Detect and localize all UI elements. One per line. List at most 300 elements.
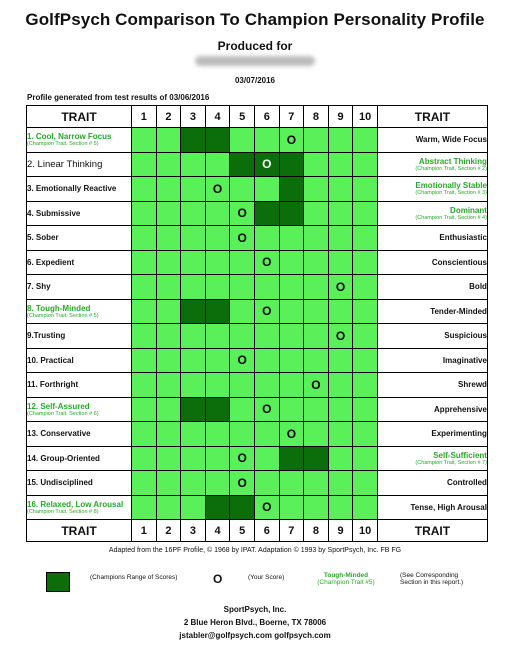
right-trait-name: Abstract Thinking <box>418 156 487 166</box>
score-cell <box>279 250 304 275</box>
champion-range-cell <box>230 152 255 177</box>
score-cell <box>181 373 206 398</box>
trait-row <box>27 201 488 226</box>
score-cell <box>181 324 206 349</box>
champion-range-cell <box>279 152 304 177</box>
score-cell <box>230 397 255 422</box>
score-cell <box>328 275 353 300</box>
score-cell <box>181 275 206 300</box>
score-cell <box>279 397 304 422</box>
score-cell <box>132 471 157 496</box>
score-cell <box>304 471 329 496</box>
score-cell <box>132 299 157 324</box>
score-cell <box>181 177 206 202</box>
your-score-marker: O <box>262 304 272 319</box>
score-cell <box>230 275 255 300</box>
champion-range-cell <box>205 397 230 422</box>
score-cell <box>156 397 181 422</box>
score-cell <box>328 495 353 520</box>
top-scale-6: 6 <box>254 106 279 128</box>
score-cell <box>132 348 157 373</box>
score-cell <box>304 373 329 398</box>
score-cell <box>156 348 181 373</box>
score-cell <box>279 422 304 447</box>
score-cell <box>328 348 353 373</box>
score-cell <box>181 348 206 373</box>
right-trait-note: (Champion Trait, Section # 7) <box>415 459 487 466</box>
bottom-scale-7: 7 <box>279 520 304 542</box>
right-trait-cell <box>377 495 487 520</box>
score-cell <box>304 128 329 153</box>
right-trait-name: Imaginative <box>442 355 487 365</box>
your-score-marker: O <box>237 230 247 245</box>
score-cell <box>156 250 181 275</box>
left-trait-name: 10. Practical <box>27 355 74 365</box>
legend-see-note <box>400 572 463 586</box>
left-trait-cell <box>27 324 132 349</box>
left-trait-cell <box>27 152 132 177</box>
bottom-trait-header-right: TRAIT <box>377 520 487 542</box>
left-trait-name: 13. Conservative <box>27 429 91 439</box>
score-cell <box>230 201 255 226</box>
score-cell <box>304 324 329 349</box>
your-score-marker: O <box>237 451 247 466</box>
footer-header-row <box>27 520 488 542</box>
left-trait-name: 16. Relaxed, Low Arousal <box>27 499 124 509</box>
right-trait-name: Experimenting <box>431 429 487 439</box>
score-cell <box>353 373 378 398</box>
left-trait-cell <box>27 250 132 275</box>
right-trait-name: Apprehensive <box>434 404 487 414</box>
score-cell <box>279 373 304 398</box>
bottom-scale-10: 10 <box>353 520 378 542</box>
left-trait-cell <box>27 177 132 202</box>
trait-row <box>27 128 488 153</box>
right-trait-cell <box>377 348 487 373</box>
score-cell <box>254 128 279 153</box>
score-cell <box>328 250 353 275</box>
left-trait-name: 11. Forthright <box>27 380 79 390</box>
redacted-name <box>195 56 315 66</box>
score-cell <box>353 177 378 202</box>
champion-range-cell <box>279 201 304 226</box>
left-trait-cell <box>27 446 132 471</box>
legend-example-trait-name: Tough-Minded <box>323 572 369 579</box>
your-score-marker: O <box>262 157 272 172</box>
champion-range-cell <box>205 299 230 324</box>
right-trait-cell <box>377 275 487 300</box>
score-cell <box>132 324 157 349</box>
score-cell <box>205 324 230 349</box>
score-cell <box>181 446 206 471</box>
champion-range-cell <box>254 152 279 177</box>
your-score-marker: O <box>237 206 247 221</box>
left-trait-cell <box>27 495 132 520</box>
score-cell <box>205 226 230 251</box>
champion-range-cell <box>279 446 304 471</box>
score-cell <box>205 446 230 471</box>
score-cell <box>279 226 304 251</box>
score-cell <box>132 226 157 251</box>
score-cell <box>353 324 378 349</box>
score-cell <box>156 446 181 471</box>
left-trait-cell <box>27 397 132 422</box>
score-cell <box>156 177 181 202</box>
left-trait-note: (Champion Trait, Section # 5) <box>27 312 99 319</box>
score-cell <box>156 128 181 153</box>
score-cell <box>132 152 157 177</box>
champion-range-cell <box>181 128 206 153</box>
trait-row <box>27 177 488 202</box>
left-trait-name: 2. Linear Thinking <box>27 158 103 170</box>
legend-range-label: (Champions Range of Scores) <box>90 574 178 581</box>
left-trait-cell <box>27 299 132 324</box>
left-trait-name: 9.Trusting <box>27 331 66 341</box>
trait-row <box>27 226 488 251</box>
bottom-trait-header-left: TRAIT <box>27 520 132 542</box>
left-trait-cell <box>27 128 132 153</box>
legend-score-label: (Your Score) <box>248 574 285 581</box>
left-trait-name: 6. Expedient <box>27 257 75 267</box>
score-cell <box>156 275 181 300</box>
left-trait-note: (Champion Trait, Section # 8) <box>27 508 99 515</box>
score-cell <box>132 495 157 520</box>
left-trait-cell <box>27 226 132 251</box>
left-trait-note: (Champion Trait, Section # 5) <box>27 141 99 148</box>
score-cell <box>279 299 304 324</box>
right-trait-name: Tense, High Arousal <box>410 502 487 512</box>
score-cell <box>132 446 157 471</box>
right-trait-cell <box>377 373 487 398</box>
champion-range-cell <box>205 495 230 520</box>
left-trait-name: 3. Emotionally Reactive <box>27 184 117 194</box>
bottom-scale-9: 9 <box>328 520 353 542</box>
your-score-marker: O <box>237 475 247 490</box>
score-cell <box>205 422 230 447</box>
score-cell <box>328 152 353 177</box>
score-cell <box>254 446 279 471</box>
score-cell <box>279 324 304 349</box>
produced-for-label: Produced for <box>217 39 293 53</box>
legend-example-trait-note: (Champion Trait #5) <box>317 579 375 586</box>
left-trait-name: 14. Group-Oriented <box>27 453 100 463</box>
score-cell <box>254 348 279 373</box>
top-scale-10: 10 <box>353 106 378 128</box>
trait-row <box>27 324 488 349</box>
score-cell <box>181 250 206 275</box>
footer-contact: jstabler@golfpsych.com golfpsych.com <box>179 631 331 640</box>
score-cell <box>353 152 378 177</box>
score-cell <box>230 177 255 202</box>
champion-range-cell <box>279 177 304 202</box>
score-cell <box>132 250 157 275</box>
score-cell <box>156 495 181 520</box>
score-cell <box>328 373 353 398</box>
score-cell <box>230 446 255 471</box>
top-scale-1: 1 <box>132 106 157 128</box>
score-cell <box>328 177 353 202</box>
legend-see-note-line1: (See Corresponding <box>400 572 459 579</box>
score-cell <box>353 348 378 373</box>
adapted-note: Adapted from the 16PF Profile, © 1968 by IPAT. Adaptation © 1993 by SportPsych, Inc. FB FG <box>108 547 402 554</box>
score-cell <box>156 373 181 398</box>
score-cell <box>328 324 353 349</box>
score-cell <box>230 128 255 153</box>
score-cell <box>353 250 378 275</box>
score-cell <box>132 373 157 398</box>
top-scale-7: 7 <box>279 106 304 128</box>
score-cell <box>181 201 206 226</box>
left-trait-name: 12. Self-Assured <box>27 401 90 411</box>
left-trait-name: 7. Shy <box>27 282 51 292</box>
top-scale-9: 9 <box>328 106 353 128</box>
score-cell <box>181 226 206 251</box>
score-cell <box>156 422 181 447</box>
right-trait-name: Suspicious <box>444 331 487 341</box>
score-cell <box>304 177 329 202</box>
legend-example-trait <box>316 572 376 586</box>
score-cell <box>328 226 353 251</box>
your-score-marker: O <box>237 353 247 368</box>
score-cell <box>230 226 255 251</box>
footer-company: SportPsych, Inc. <box>223 605 287 614</box>
trait-row <box>27 446 488 471</box>
your-score-marker: O <box>212 181 223 196</box>
right-trait-cell <box>377 324 487 349</box>
score-cell <box>205 250 230 275</box>
right-trait-name: Shrewd <box>458 380 487 390</box>
score-cell <box>230 299 255 324</box>
score-cell <box>230 471 255 496</box>
score-cell <box>328 201 353 226</box>
left-trait-cell <box>27 348 132 373</box>
champion-range-cell <box>230 495 255 520</box>
score-cell <box>353 226 378 251</box>
score-cell <box>181 471 206 496</box>
score-cell <box>328 128 353 153</box>
score-cell <box>304 495 329 520</box>
score-cell <box>254 250 279 275</box>
right-trait-cell <box>377 446 487 471</box>
bottom-scale-6: 6 <box>254 520 279 542</box>
top-scale-2: 2 <box>156 106 181 128</box>
score-cell <box>279 275 304 300</box>
right-trait-name: Bold <box>469 282 487 292</box>
score-cell <box>254 495 279 520</box>
right-trait-cell <box>377 201 487 226</box>
left-trait-name: 1. Cool, Narrow Focus <box>27 132 112 142</box>
score-cell <box>328 397 353 422</box>
right-trait-cell <box>377 177 487 202</box>
left-trait-cell <box>27 471 132 496</box>
score-cell <box>304 152 329 177</box>
score-cell <box>156 299 181 324</box>
score-cell <box>205 471 230 496</box>
report-title: GolfPsych Comparison To Champion Personality Profile <box>25 10 485 29</box>
score-cell <box>132 397 157 422</box>
right-trait-note: (Champion Trait, Section # 3) <box>415 190 487 197</box>
score-cell <box>132 177 157 202</box>
trait-row <box>27 250 488 275</box>
champion-range-cell <box>181 397 206 422</box>
right-trait-name: Conscientious <box>431 257 487 267</box>
your-score-marker: O <box>262 500 272 515</box>
score-cell <box>156 152 181 177</box>
champion-range-cell <box>254 201 279 226</box>
right-trait-note: (Champion Trait, Section # 4) <box>415 214 487 221</box>
score-cell <box>353 275 378 300</box>
score-cell <box>254 324 279 349</box>
score-cell <box>304 275 329 300</box>
trait-row <box>27 299 488 324</box>
champion-range-cell <box>181 299 206 324</box>
bottom-scale-1: 1 <box>132 520 157 542</box>
left-trait-name: 4. Submissive <box>27 208 81 218</box>
score-cell <box>304 348 329 373</box>
header-row <box>27 106 488 128</box>
score-cell <box>353 397 378 422</box>
trait-row <box>27 275 488 300</box>
report-date: 03/07/2016 <box>234 76 276 85</box>
right-trait-cell <box>377 397 487 422</box>
your-score-marker: O <box>311 377 321 392</box>
score-cell <box>156 471 181 496</box>
score-cell <box>230 348 255 373</box>
right-trait-cell <box>377 226 487 251</box>
score-cell <box>230 422 255 447</box>
your-score-marker: O <box>262 255 272 270</box>
score-cell <box>132 422 157 447</box>
your-score-marker: O <box>335 328 346 343</box>
score-cell <box>156 324 181 349</box>
score-cell <box>353 446 378 471</box>
score-cell <box>279 128 304 153</box>
top-scale-4: 4 <box>205 106 230 128</box>
score-cell <box>156 201 181 226</box>
score-cell <box>181 495 206 520</box>
score-cell <box>132 201 157 226</box>
score-cell <box>254 397 279 422</box>
score-cell <box>132 128 157 153</box>
score-cell <box>304 397 329 422</box>
right-trait-name: Tender-Minded <box>430 306 487 316</box>
score-cell <box>304 201 329 226</box>
score-cell <box>205 348 230 373</box>
trait-row <box>27 348 488 373</box>
left-trait-name: 8. Tough-Minded <box>27 303 91 313</box>
trait-row <box>27 373 488 398</box>
bottom-scale-4: 4 <box>205 520 230 542</box>
grid-body <box>27 128 488 520</box>
left-trait-cell <box>27 422 132 447</box>
right-trait-name: Emotionally Stable <box>415 181 487 191</box>
bottom-scale-5: 5 <box>230 520 255 542</box>
left-trait-cell <box>27 201 132 226</box>
profile-grid <box>26 105 488 542</box>
score-cell <box>353 128 378 153</box>
score-cell <box>230 373 255 398</box>
score-cell <box>156 226 181 251</box>
top-scale-3: 3 <box>181 106 206 128</box>
score-cell <box>181 422 206 447</box>
trait-row <box>27 152 488 177</box>
score-cell <box>328 446 353 471</box>
left-trait-cell <box>27 275 132 300</box>
score-cell <box>205 201 230 226</box>
your-score-marker: O <box>262 402 272 417</box>
champion-range-cell <box>205 128 230 153</box>
bottom-scale-2: 2 <box>156 520 181 542</box>
legend-score-symbol: O <box>213 572 223 586</box>
score-cell <box>181 152 206 177</box>
score-cell <box>279 495 304 520</box>
right-trait-cell <box>377 422 487 447</box>
score-cell <box>254 422 279 447</box>
score-cell <box>353 495 378 520</box>
top-trait-header-right: TRAIT <box>377 106 487 128</box>
your-score-marker: O <box>286 132 297 147</box>
right-trait-note: (Champion Trait, Section # 2) <box>415 165 487 172</box>
champion-range-cell <box>304 446 329 471</box>
bottom-scale-3: 3 <box>181 520 206 542</box>
legend-see-note-line2: Section in this report.) <box>400 579 464 586</box>
score-cell <box>254 177 279 202</box>
left-trait-name: 5. Sober <box>27 233 59 243</box>
trait-row <box>27 422 488 447</box>
score-cell <box>254 226 279 251</box>
footer-address: 2 Blue Heron Blvd., Boerne, TX 78006 <box>183 618 327 627</box>
right-trait-cell <box>377 128 487 153</box>
score-cell <box>205 275 230 300</box>
score-cell <box>205 152 230 177</box>
score-cell <box>205 373 230 398</box>
top-trait-header-left: TRAIT <box>27 106 132 128</box>
score-cell <box>230 324 255 349</box>
score-cell <box>254 275 279 300</box>
score-cell <box>304 422 329 447</box>
score-cell <box>353 422 378 447</box>
left-trait-name: 15. Undisciplined <box>27 478 93 488</box>
your-score-marker: O <box>335 279 346 294</box>
right-trait-cell <box>377 152 487 177</box>
right-trait-name: Enthusiastic <box>439 233 487 243</box>
score-cell <box>254 471 279 496</box>
score-cell <box>279 471 304 496</box>
trait-row <box>27 397 488 422</box>
trait-row <box>27 495 488 520</box>
score-cell <box>353 471 378 496</box>
score-cell <box>304 250 329 275</box>
champion-range-swatch <box>46 572 70 592</box>
top-scale-8: 8 <box>304 106 329 128</box>
right-trait-name: Warm, Wide Focus <box>415 135 487 145</box>
left-trait-note: (Champion Trait, Section # 6) <box>27 410 99 417</box>
score-cell <box>353 201 378 226</box>
profile-generated-note: Profile generated from test results of 03/06/2016 <box>27 93 210 102</box>
bottom-scale-8: 8 <box>304 520 329 542</box>
your-score-marker: O <box>286 426 297 441</box>
score-cell <box>254 299 279 324</box>
right-trait-name: Dominant <box>450 205 487 215</box>
top-scale-5: 5 <box>230 106 255 128</box>
score-cell <box>230 250 255 275</box>
score-cell <box>328 471 353 496</box>
score-cell <box>328 422 353 447</box>
right-trait-cell <box>377 250 487 275</box>
score-cell <box>304 226 329 251</box>
score-cell <box>353 299 378 324</box>
score-cell <box>279 348 304 373</box>
